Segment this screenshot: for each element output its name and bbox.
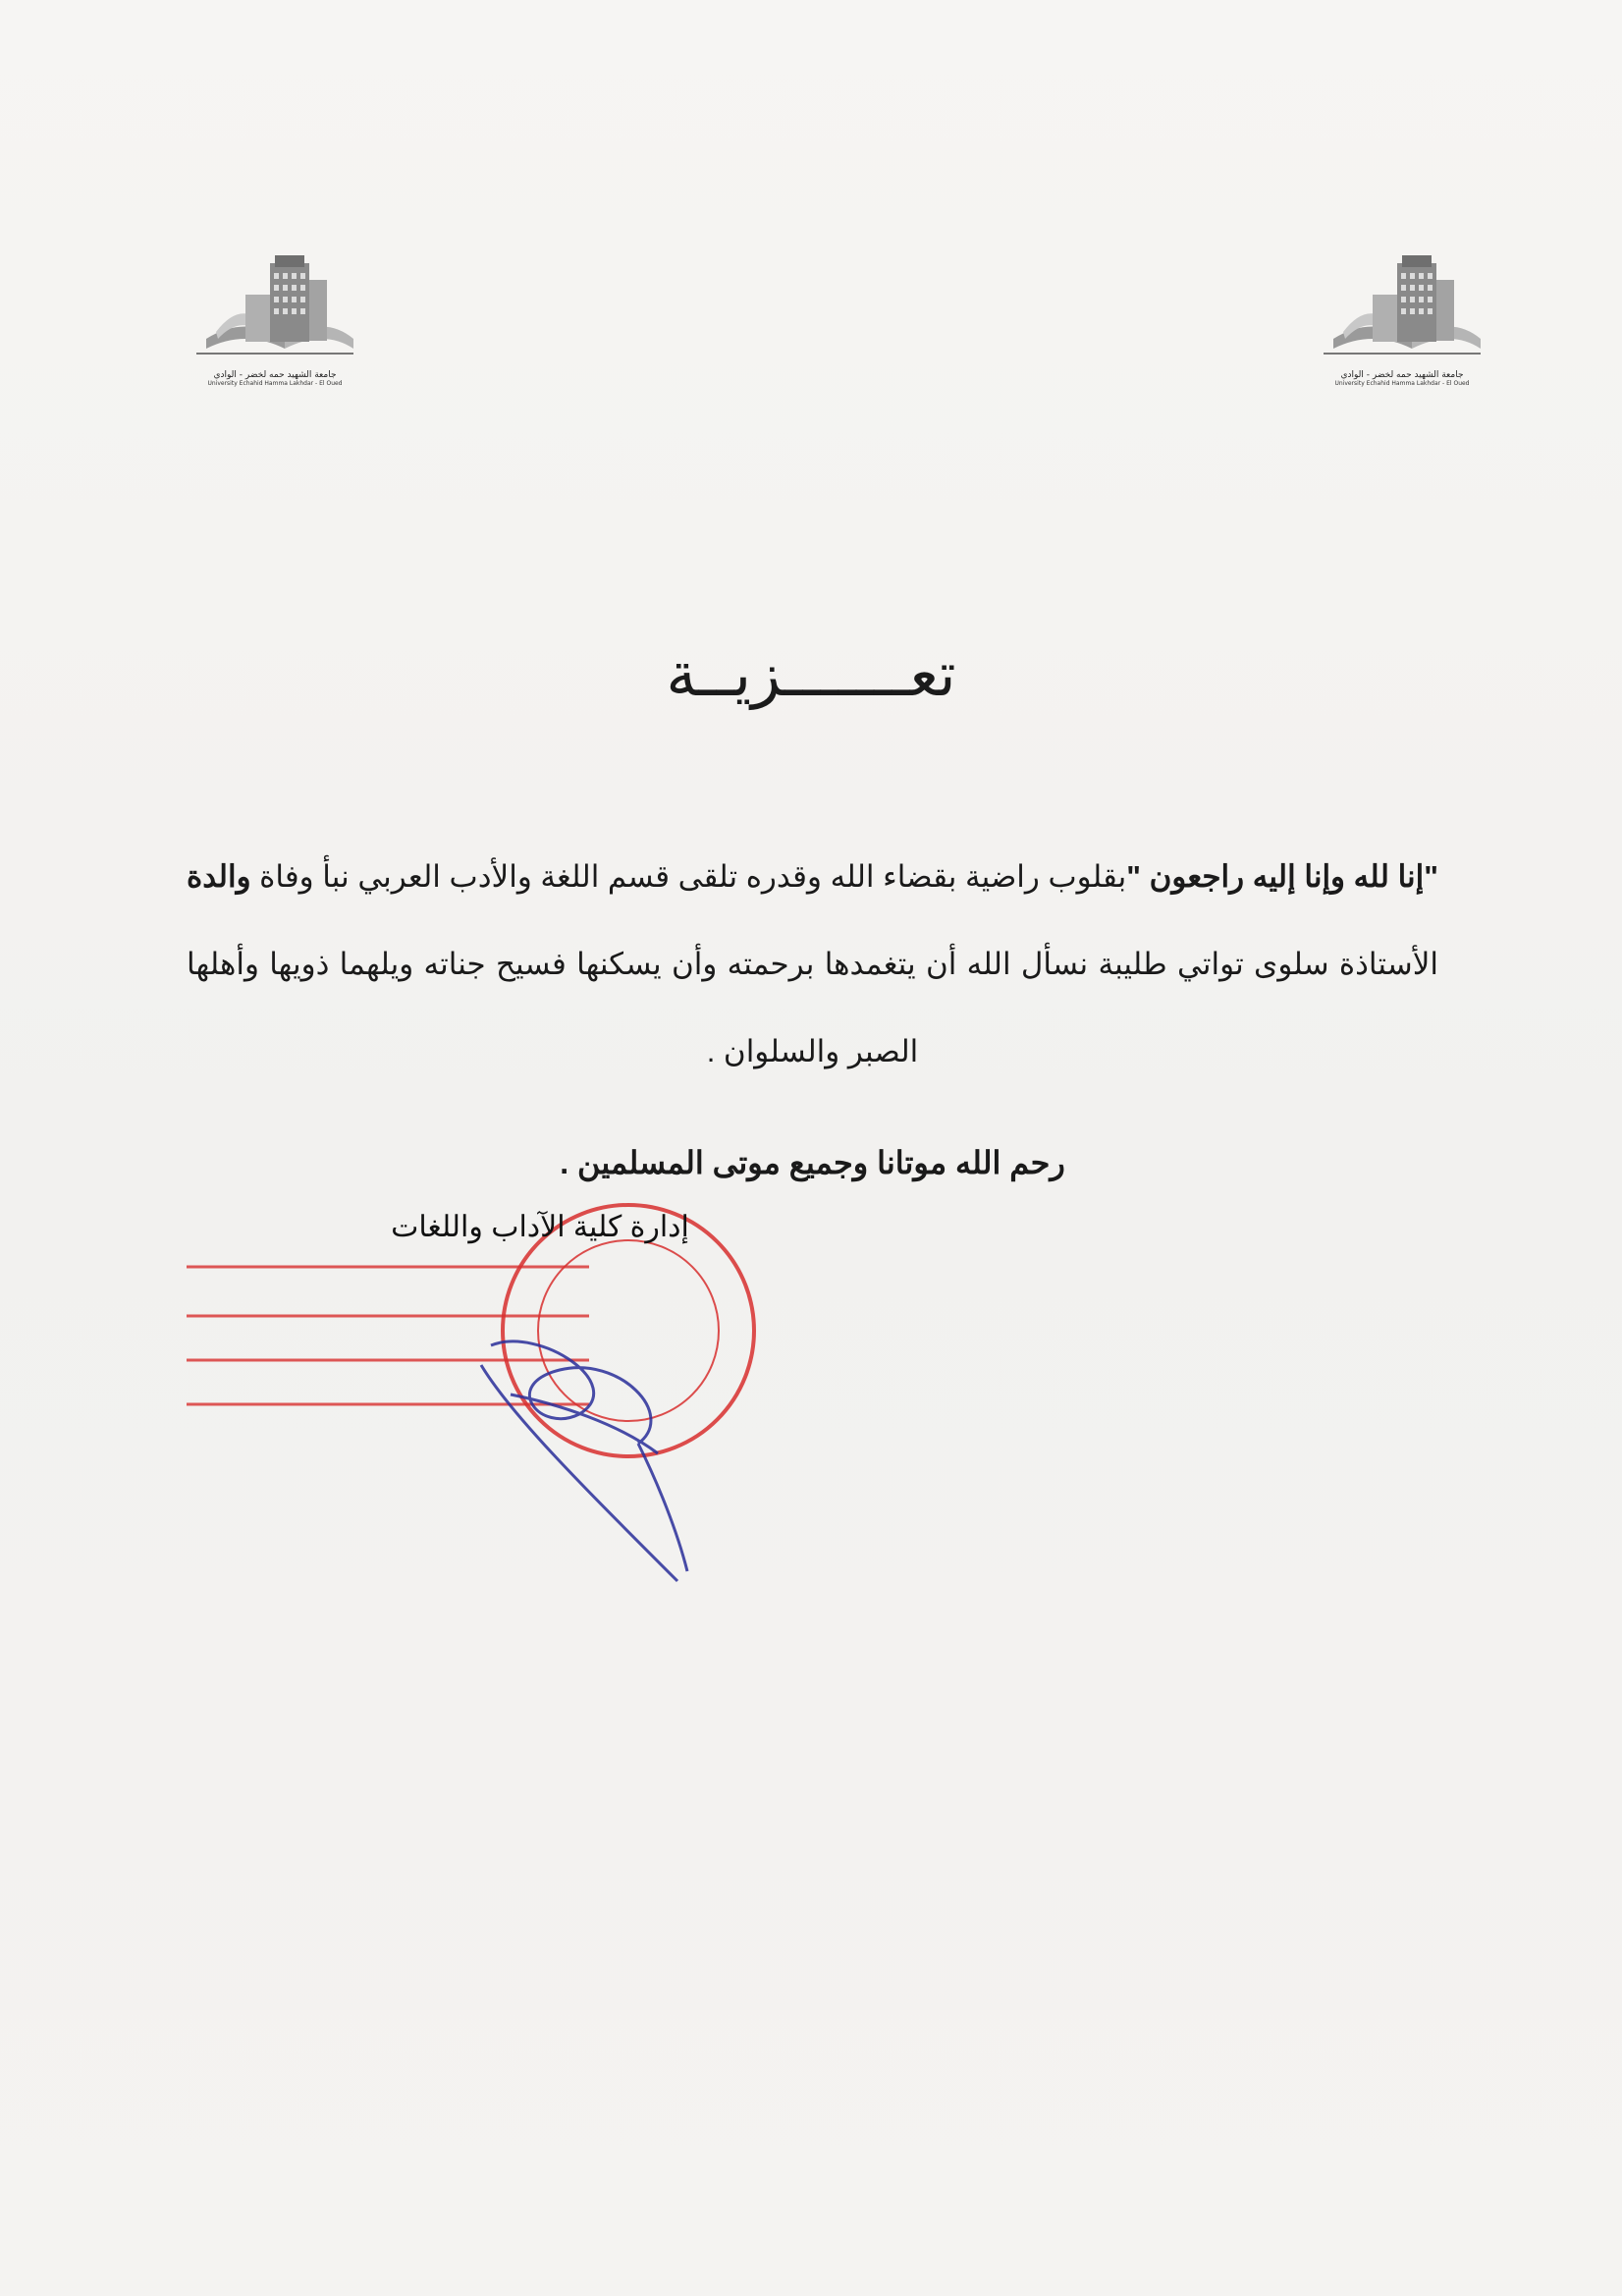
- rectangular-stamp: [187, 1267, 589, 1404]
- university-building-icon: [187, 246, 363, 368]
- body-text-part2: الأستاذة سلوى تواتي طليبة نسأل الله أن يتغمدها برحمته وأن يسكنها فسيح جناته ويلهما ذويها وأهلها الصبر والسلوان .: [187, 947, 1438, 1068]
- quran-quote: "إنا لله وإنا إليه راجعون ": [1126, 859, 1438, 894]
- closing-prayer: رحم الله موتانا وجميع موتى المسلمين .: [560, 1145, 1065, 1180]
- body-walida-bold: والدة: [187, 859, 251, 894]
- body-text-part1: بقلوب راضية بقضاء الله وقدره تلقى قسم اللغة والأدب العربي نبأ وفاة: [250, 859, 1127, 894]
- logo-arabic-name: جامعة الشهيد حمه لخضر - الوادي: [1340, 370, 1464, 380]
- university-logo-right: [1314, 246, 1490, 403]
- document-title: تعـــــــزيــة: [666, 638, 956, 710]
- logo-english-name: University Echahid Hamma Lakhdar - El Oued: [207, 380, 343, 387]
- condolence-body: [187, 833, 1438, 1095]
- faculty-administration-label: إدارة كلية الآداب واللغات: [391, 1211, 689, 1243]
- university-logo-left: [187, 246, 363, 403]
- logo-arabic-name: جامعة الشهيد حمه لخضر - الوادي: [213, 370, 337, 380]
- university-building-icon: [1314, 246, 1490, 368]
- logo-english-name: University Echahid Hamma Lakhdar - El Oued: [1334, 380, 1470, 387]
